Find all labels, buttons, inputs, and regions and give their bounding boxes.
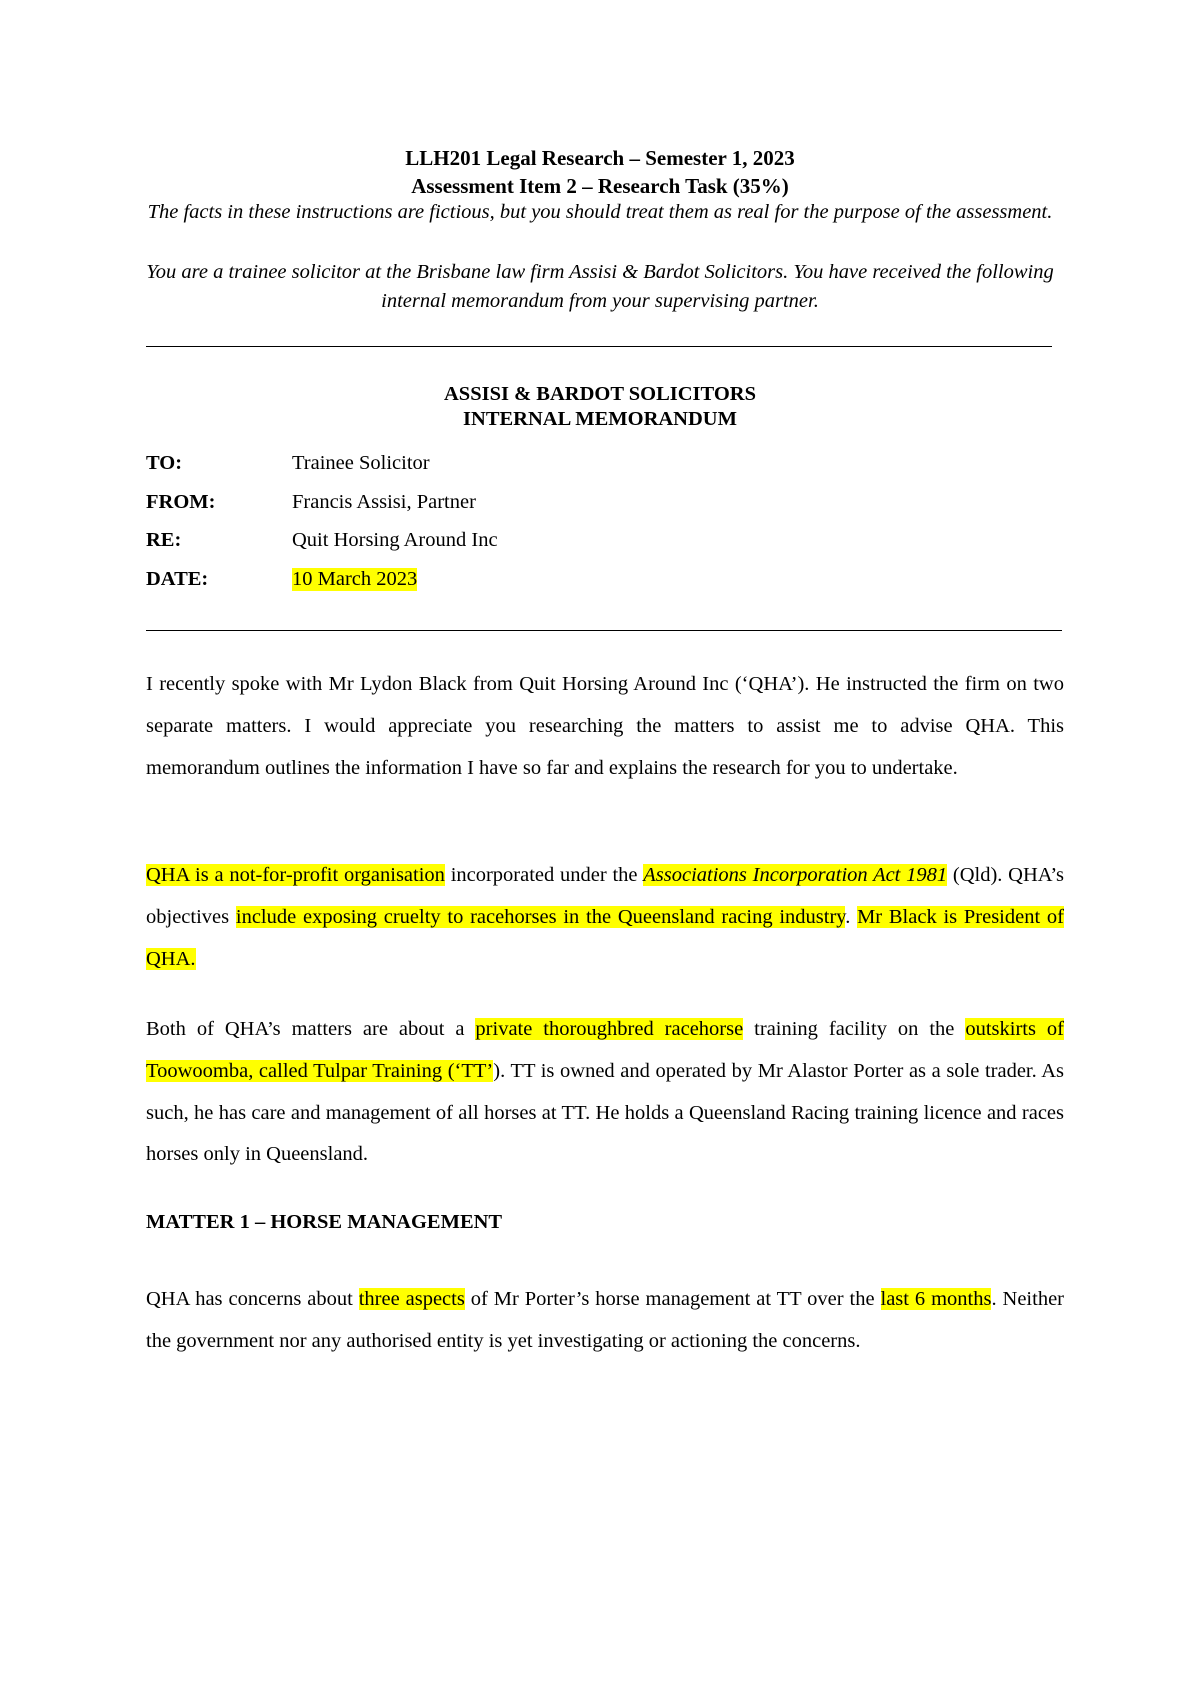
intro-fiction-note: The facts in these instructions are fictious, but you should treat them as real for the purpose of the assessment.	[147, 201, 1053, 223]
date-label: DATE:	[146, 568, 209, 590]
from-value: Francis Assisi, Partner	[292, 491, 476, 513]
highlight-three-aspects: three aspects	[358, 1288, 465, 1310]
highlight-not-for-profit: QHA is a not-for-profit organisation	[146, 864, 445, 886]
highlight-objectives: include exposing cruelty to racehorses in the Queensland racing industry	[235, 905, 846, 928]
to-label: TO:	[146, 452, 183, 474]
body-paragraph-3: Both of QHA’s matters are about a private thoroughbred racehorse training facility on the outskirts of Toowoomba, called Tulpar Training (‘TT’). TT is owned and operated by Mr Alastor Porter as a sole trader. As such, he has care and management of all horses at TT. He holds a Queensland Racing training licence and races horses only in Queensland.	[146, 1018, 1065, 1166]
body-paragraph-4: QHA has concerns about three aspects of Mr Porter’s horse management at TT over the last 6 months. Neither the government nor any authorised entity is yet investigating or actioning the concerns.	[146, 1288, 1064, 1352]
memo-divider	[146, 630, 1062, 631]
highlight-president: Mr Black is President of QHA.	[146, 905, 1064, 970]
matter-1-heading: MATTER 1 – HORSE MANAGEMENT	[146, 1211, 503, 1233]
highlight-racehorse-facility: private thoroughbred racehorse	[475, 1018, 744, 1040]
re-value: Quit Horsing Around Inc	[292, 529, 498, 551]
memo-kind: INTERNAL MEMORANDUM	[463, 408, 737, 430]
to-value: Trainee Solicitor	[292, 452, 430, 474]
firm-name: ASSISI & BARDOT SOLICITORS	[444, 383, 756, 405]
highlight-last-6-months: last 6 months	[880, 1288, 992, 1310]
top-divider	[146, 346, 1052, 347]
re-label: RE:	[146, 529, 182, 551]
course-title: LLH201 Legal Research – Semester 1, 2023	[405, 146, 795, 170]
assessment-title: Assessment Item 2 – Research Task (35%)	[411, 174, 789, 198]
body-paragraph-1: I recently spoke with Mr Lydon Black from Quit Horsing Around Inc (‘QHA’). He instructed the firm on two separate matters. I would appreciate you researching the matters to assist me to advise QHA. This memorandum outlines the information I have so far and explains the research for you to undertake.	[146, 673, 1064, 779]
highlight-act-name: Associations Incorporation Act 1981	[643, 864, 948, 886]
highlight-toowoomba-tt: outskirts of Toowoomba, called Tulpar Training (‘TT’	[146, 1018, 1064, 1082]
date-value: 10 March 2023	[292, 568, 418, 590]
body-paragraph-2: QHA is a not-for-profit organisation incorporated under the Associations Incorporation Act 1981 (Qld). QHA’s objectives include exposing cruelty to racehorses in the Queensland racing industry. Mr Black is President of QHA.	[146, 864, 1064, 970]
intro-scenario: You are a trainee solicitor at the Brisbane law firm Assisi & Bardot Solicitors. You have received the following internal memorandum from your supervising partner.	[146, 261, 1054, 312]
from-label: FROM:	[146, 491, 216, 513]
